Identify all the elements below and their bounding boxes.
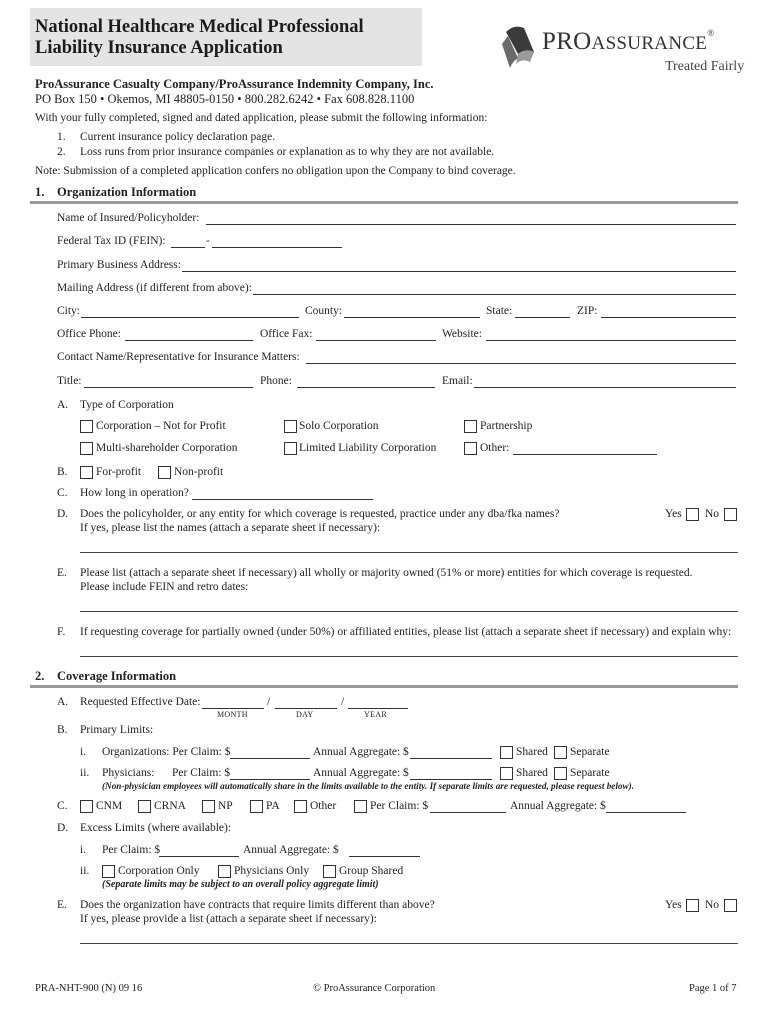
name-insured-field[interactable]	[206, 224, 736, 225]
phys-annual-label: Annual Aggregate: $	[313, 767, 409, 779]
s1-a-text: Type of Corporation	[80, 399, 174, 411]
cnm-label: CNM	[96, 800, 123, 812]
office-phone-field[interactable]	[125, 340, 253, 341]
s1-e-text1: Please list (attach a separate sheet if necessary) all wholly or majority owned (51% or more) entities for which coverage is requested.	[80, 567, 693, 579]
date-slash-2: /	[341, 696, 345, 708]
section1-rule	[30, 201, 738, 204]
city-field[interactable]	[81, 317, 299, 318]
logo-wordmark	[542, 28, 714, 56]
d-per-claim-field[interactable]	[159, 856, 239, 857]
s2-c-letter: C.	[57, 800, 68, 812]
date-slash-1: /	[267, 696, 271, 708]
s1-b-letter: B.	[57, 466, 68, 478]
email-label: Email:	[442, 375, 473, 387]
email-field[interactable]	[474, 387, 736, 388]
phys-shared-label: Shared	[516, 767, 548, 779]
form-title-line1: National Healthcare Medical Professional	[35, 17, 364, 37]
section2-rule	[30, 685, 738, 688]
tagline: Treated Fairly	[665, 59, 745, 74]
logo-pro: PRO	[542, 28, 592, 55]
phys-per-claim-field[interactable]	[230, 779, 310, 780]
org-per-claim-label: Organizations: Per Claim: $	[102, 746, 231, 758]
zip-field[interactable]	[601, 317, 736, 318]
s2-b-ii: ii.	[80, 767, 90, 779]
cnm-checkbox[interactable]	[80, 800, 93, 813]
d-per-claim-label: Per Claim: $	[102, 844, 161, 856]
s1-d-answer-line[interactable]	[80, 552, 738, 553]
effective-month-field[interactable]	[202, 708, 264, 709]
s1-d-text1: Does the policyholder, or any entity for which coverage is requested, practice under any dba/fka names?	[80, 508, 560, 520]
other-checkbox[interactable]	[464, 442, 477, 455]
mailing-address-label: Mailing Address (if different from above):	[57, 282, 252, 294]
s2-a-letter: A.	[57, 696, 69, 708]
d-annual-field[interactable]	[349, 856, 420, 857]
corp-nfp-checkbox[interactable]	[80, 420, 93, 433]
page-number: Page 1 of 7	[689, 983, 737, 994]
crna-checkbox[interactable]	[138, 800, 151, 813]
logo-registered: ®	[707, 28, 715, 38]
s2-d-ii: ii.	[80, 865, 90, 877]
phys-only-checkbox[interactable]	[218, 865, 231, 878]
phys-separate-label: Separate	[570, 767, 610, 779]
np-checkbox[interactable]	[202, 800, 215, 813]
s2-d-letter: D.	[57, 822, 69, 834]
footer-copyright: © ProAssurance Corporation	[313, 983, 436, 994]
website-field[interactable]	[486, 340, 736, 341]
s2-b-letter: B.	[57, 724, 68, 736]
fein-dash: -	[206, 235, 210, 247]
d-annual-label: Annual Aggregate: $	[243, 844, 339, 856]
mailing-address-field[interactable]	[253, 294, 736, 295]
logo-assurance: ASSURANCE	[591, 33, 708, 54]
multi-label: Multi-shareholder Corporation	[96, 442, 238, 454]
office-fax-field[interactable]	[316, 340, 436, 341]
s1-d-no-label: No	[705, 508, 720, 520]
s1-e-letter: E.	[57, 567, 67, 579]
s1-d-yes-checkbox[interactable]	[686, 508, 699, 521]
fein-field-prefix[interactable]	[171, 247, 205, 248]
c-annual-field[interactable]	[606, 812, 686, 813]
form-id: PRA-NHT-900 (N) 09 16	[35, 983, 143, 994]
county-field[interactable]	[344, 317, 480, 318]
s1-e-text2: Please include FEIN and retro dates:	[80, 581, 249, 593]
forprofit-label: For-profit	[96, 466, 142, 478]
s2-b-i: i.	[80, 746, 87, 758]
s2-e-text1: Does the organization have contracts that require limits different than above?	[80, 899, 435, 911]
forprofit-checkbox[interactable]	[80, 466, 93, 479]
crna-label: CRNA	[154, 800, 186, 812]
office-phone-label: Office Phone:	[57, 328, 121, 340]
proassurance-logo-icon	[500, 22, 540, 70]
c-annual-label: Annual Aggregate: $	[510, 800, 606, 812]
nonprofit-label: Non-profit	[174, 466, 224, 478]
s2-e-no-label: No	[705, 899, 720, 911]
year-label: YEAR	[364, 710, 387, 719]
org-per-claim-field[interactable]	[230, 758, 310, 759]
s1-a-letter: A.	[57, 399, 69, 411]
company-name: ProAssurance Casualty Company/ProAssurance Indemnity Company, Inc.	[35, 77, 434, 91]
s1-d-text2: If yes, please list the names (attach a separate sheet if necessary):	[80, 522, 381, 534]
other-label: Other:	[480, 442, 510, 454]
s1-f-text: If requesting coverage for partially owned (under 50%) or affiliated entities, please list (attach a separate sheet if necessary) and explain why:	[80, 626, 732, 638]
s1-f-letter: F.	[57, 626, 66, 638]
phys-label: Physicians:	[102, 767, 155, 779]
s1-d-yes-label: Yes	[665, 508, 682, 520]
c-per-claim-label: Per Claim: $	[370, 800, 429, 812]
np-label: NP	[218, 800, 233, 812]
s2-e-yes-label: Yes	[665, 899, 682, 911]
separate-limits-note: (Separate limits may be subject to an overall policy aggregate limit)	[102, 879, 379, 890]
s1-c-letter: C.	[57, 487, 68, 499]
corp-only-checkbox[interactable]	[102, 865, 115, 878]
name-insured-label: Name of Insured/Policyholder:	[57, 212, 200, 224]
form-title-line2: Liability Insurance Application	[35, 38, 283, 58]
title-label: Title:	[57, 375, 82, 387]
s2-d-text: Excess Limits (where available):	[80, 822, 232, 834]
primary-address-field[interactable]	[182, 271, 736, 272]
multi-checkbox[interactable]	[80, 442, 93, 455]
intro-note: Note: Submission of a completed application confers no obligation upon the Company to bind coverage.	[35, 165, 516, 177]
operation-length-field[interactable]	[192, 499, 373, 500]
c-per-claim-checkbox[interactable]	[354, 800, 367, 813]
effective-year-field[interactable]	[348, 708, 408, 709]
month-label: MONTH	[217, 710, 248, 719]
llc-label: Limited Liability Corporation	[299, 442, 437, 454]
s2-b-text: Primary Limits:	[80, 724, 154, 736]
zip-label: ZIP:	[577, 305, 598, 317]
fein-label: Federal Tax ID (FEIN):	[57, 235, 166, 247]
partnership-checkbox[interactable]	[464, 420, 477, 433]
intro-item2-num: 2.	[57, 146, 66, 158]
phys-shared-checkbox[interactable]	[500, 767, 513, 780]
phone-label: Phone:	[260, 375, 292, 387]
org-annual-label: Annual Aggregate: $	[313, 746, 409, 758]
contact-label: Contact Name/Representative for Insurance Matters:	[57, 351, 300, 363]
intro-item1: Current insurance policy declaration page.	[80, 131, 276, 143]
nonprofit-checkbox[interactable]	[158, 466, 171, 479]
title-field[interactable]	[84, 387, 253, 388]
solo-label: Solo Corporation	[299, 420, 379, 432]
phys-annual-field[interactable]	[410, 779, 492, 780]
pa-checkbox[interactable]	[250, 800, 263, 813]
group-shared-label: Group Shared	[339, 865, 404, 877]
company-address: PO Box 150 • Okemos, MI 48805-0150 • 800.282.6242 • Fax 608.828.1100	[35, 92, 415, 106]
s1-f-answer-line[interactable]	[80, 656, 738, 657]
phys-only-label: Physicians Only	[234, 865, 310, 877]
corp-only-label: Corporation Only	[118, 865, 200, 877]
state-field[interactable]	[515, 317, 570, 318]
pa-label: PA	[266, 800, 280, 812]
s1-c-text: How long in operation?	[80, 487, 189, 499]
org-shared-checkbox[interactable]	[500, 746, 513, 759]
section2-num: 2.	[35, 669, 45, 683]
other-provider-checkbox[interactable]	[294, 800, 307, 813]
s1-d-letter: D.	[57, 508, 69, 520]
state-label: State:	[486, 305, 513, 317]
office-fax-label: Office Fax:	[260, 328, 313, 340]
s2-a-text: Requested Effective Date:	[80, 696, 201, 708]
s2-d-i: i.	[80, 844, 87, 856]
city-label: City:	[57, 305, 81, 317]
s2-e-answer-line[interactable]	[80, 943, 738, 944]
section1-num: 1.	[35, 185, 45, 199]
intro-text: With your fully completed, signed and dated application, please submit the following information:	[35, 112, 488, 124]
intro-item1-num: 1.	[57, 131, 66, 143]
solo-checkbox[interactable]	[284, 420, 297, 433]
other-field[interactable]	[513, 454, 657, 455]
group-shared-checkbox[interactable]	[323, 865, 336, 878]
section2-title: Coverage Information	[57, 669, 177, 683]
county-label: County:	[305, 305, 343, 317]
org-shared-label: Shared	[516, 746, 548, 758]
day-label: DAY	[296, 710, 314, 719]
other-provider-label: Other	[310, 800, 337, 812]
phone-field[interactable]	[297, 387, 435, 388]
s1-d-no-checkbox[interactable]	[724, 508, 737, 521]
s2-e-no-checkbox[interactable]	[724, 899, 737, 912]
s2-e-yes-checkbox[interactable]	[686, 899, 699, 912]
c-per-claim-field[interactable]	[430, 812, 506, 813]
contact-field[interactable]	[306, 363, 736, 364]
section1-title: Organization Information	[57, 185, 197, 199]
nonphys-note: (Non-physician employees will automatically share in the limits available to the entity. If separate limits are requested, please request below).	[102, 781, 634, 791]
s1-e-answer-line[interactable]	[80, 611, 738, 612]
partnership-label: Partnership	[480, 420, 533, 432]
org-annual-field[interactable]	[410, 758, 492, 759]
website-label: Website:	[442, 328, 482, 340]
org-separate-checkbox[interactable]	[554, 746, 567, 759]
intro-item2: Loss runs from prior insurance companies or explanation as to why they are not available.	[80, 146, 495, 158]
s2-e-letter: E.	[57, 899, 67, 911]
phys-per-claim-label: Per Claim: $	[172, 767, 231, 779]
primary-address-label: Primary Business Address:	[57, 259, 181, 271]
phys-separate-checkbox[interactable]	[554, 767, 567, 780]
corp-nfp-label: Corporation – Not for Profit	[96, 420, 226, 432]
org-separate-label: Separate	[570, 746, 610, 758]
fein-field-suffix[interactable]	[212, 247, 342, 248]
effective-day-field[interactable]	[275, 708, 337, 709]
llc-checkbox[interactable]	[284, 442, 297, 455]
s2-e-text2: If yes, please provide a list (attach a separate sheet if necessary):	[80, 913, 377, 925]
